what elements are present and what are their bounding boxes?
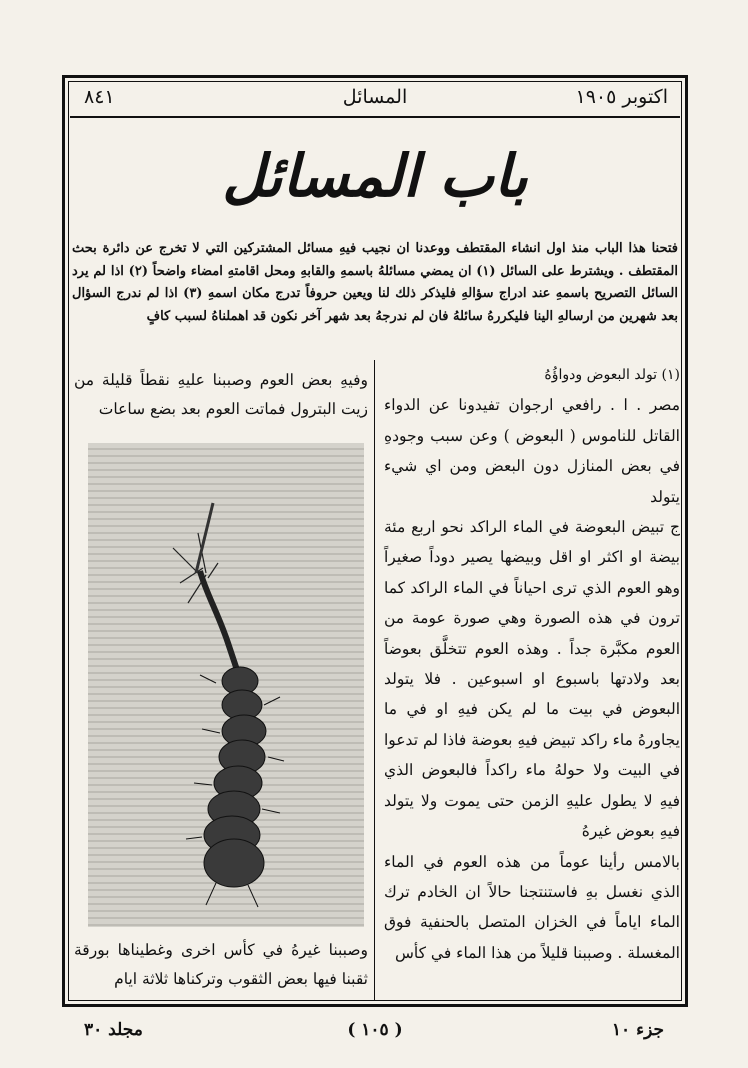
page-footer: [72, 1016, 678, 1046]
question-text: مصر . ا . رافعي ارجوان تفيدونا عن الدواء القاتل للناموس ( البعوض ) وعن سبب وجودهِ في بعض المنازل دون البعض ومن اي شيء يتولد: [384, 396, 680, 506]
right-column: [384, 360, 680, 968]
intro-paragraph: فتحنا هذا الباب منذ اول انشاء المقتطف ووعدنا ان نجيب فيهِ مسائل المشتركين التي لا تخرج عن دائرة بحث المقتطف . ويشترط على السائل (١) ان يمضي مسائلهُ باسمهِ والقابهِ ومحل اقامتهِ امضاء واضحاً (٢) اذا لم يرد السائل التصريح باسمهِ عند ادراج سؤالهِ فليذكر ذلك لنا ويعين حروفاً تدرج مكان اسمهِ (٣) اذا لم ندرج السؤال بعد شهرين من ارسالهِ الينا فليكررهُ سائلهُ فان لم ندرجهُ بعد شهر آخر نكون قد اهملناهُ لسبب كافٍ: [72, 241, 679, 324]
question-heading: (١) تولد البعوض ودواؤُهُ: [544, 367, 680, 383]
answer-text: ج تبيض البعوضة في الماء الراكد نحو اربع مئة بيضة او اكثر او اقل وبيضها يصير دوداً صغيراً وهو العوم الذي ترى احياناً في الماء الراكد كما ترون في هذه الصورة وهي صورة عومة من العوم مكبَّرة جداً . وهذه العوم تتخلَّق بعوضاً بعد ولادتها باسبوع او اسبوعين . فلا يتولد البعوض في بيت ما لم يكن فيهِ او في ما يجاورهُ ماء راكد تبيض فيهِ بعوضة فاذا لم تدعوا في البيت ولا حولهُ ماء راكداً فالبعوض الذي فيهِ لا يطول عليهِ الزمن حتى يموت ولا يتولد فيهِ بعوض غيرهُ: [384, 518, 680, 841]
section-title: باب المسائل: [222, 142, 528, 210]
larva-illustration: [88, 443, 364, 927]
header-rule: [70, 116, 680, 118]
running-section-title: المسائل: [342, 86, 408, 108]
column-rule: [374, 360, 375, 1000]
running-head: [72, 84, 678, 114]
mosquito-larva-figure: [88, 443, 364, 927]
issue-date: اكتوبر ١٩٠٥: [575, 86, 668, 108]
left-column-top-text: وفيهِ بعض العوم وصببنا عليهِ نقطاً قليلة من زيت البترول فماتت العوم بعد بضع ساعات: [74, 371, 368, 418]
footer-page-number: ( ١٠٥ ): [347, 1020, 403, 1040]
answer-text-continued: بالامس رأينا عوماً من هذه العوم في الماء الذي نغسل بهِ فاستنتجنا حالاً ان الخادم ترك الماء اياماً في الخزان المتصل بالحنفية فوق المغسلة . وصببنا قليلاً من هذا الماء في كأس: [384, 852, 680, 962]
issue-part: جزء ١٠: [611, 1020, 664, 1040]
left-column-bottom-text: وصببنا غيرهُ في كأس اخرى وغطيناها بورقة ثقبنا فيها بعض الثقوب وتركناها ثلاثة ايام: [74, 941, 368, 988]
volume-number: مجلد ٣٠: [84, 1020, 143, 1040]
page-number: ٨٤١: [84, 86, 115, 108]
